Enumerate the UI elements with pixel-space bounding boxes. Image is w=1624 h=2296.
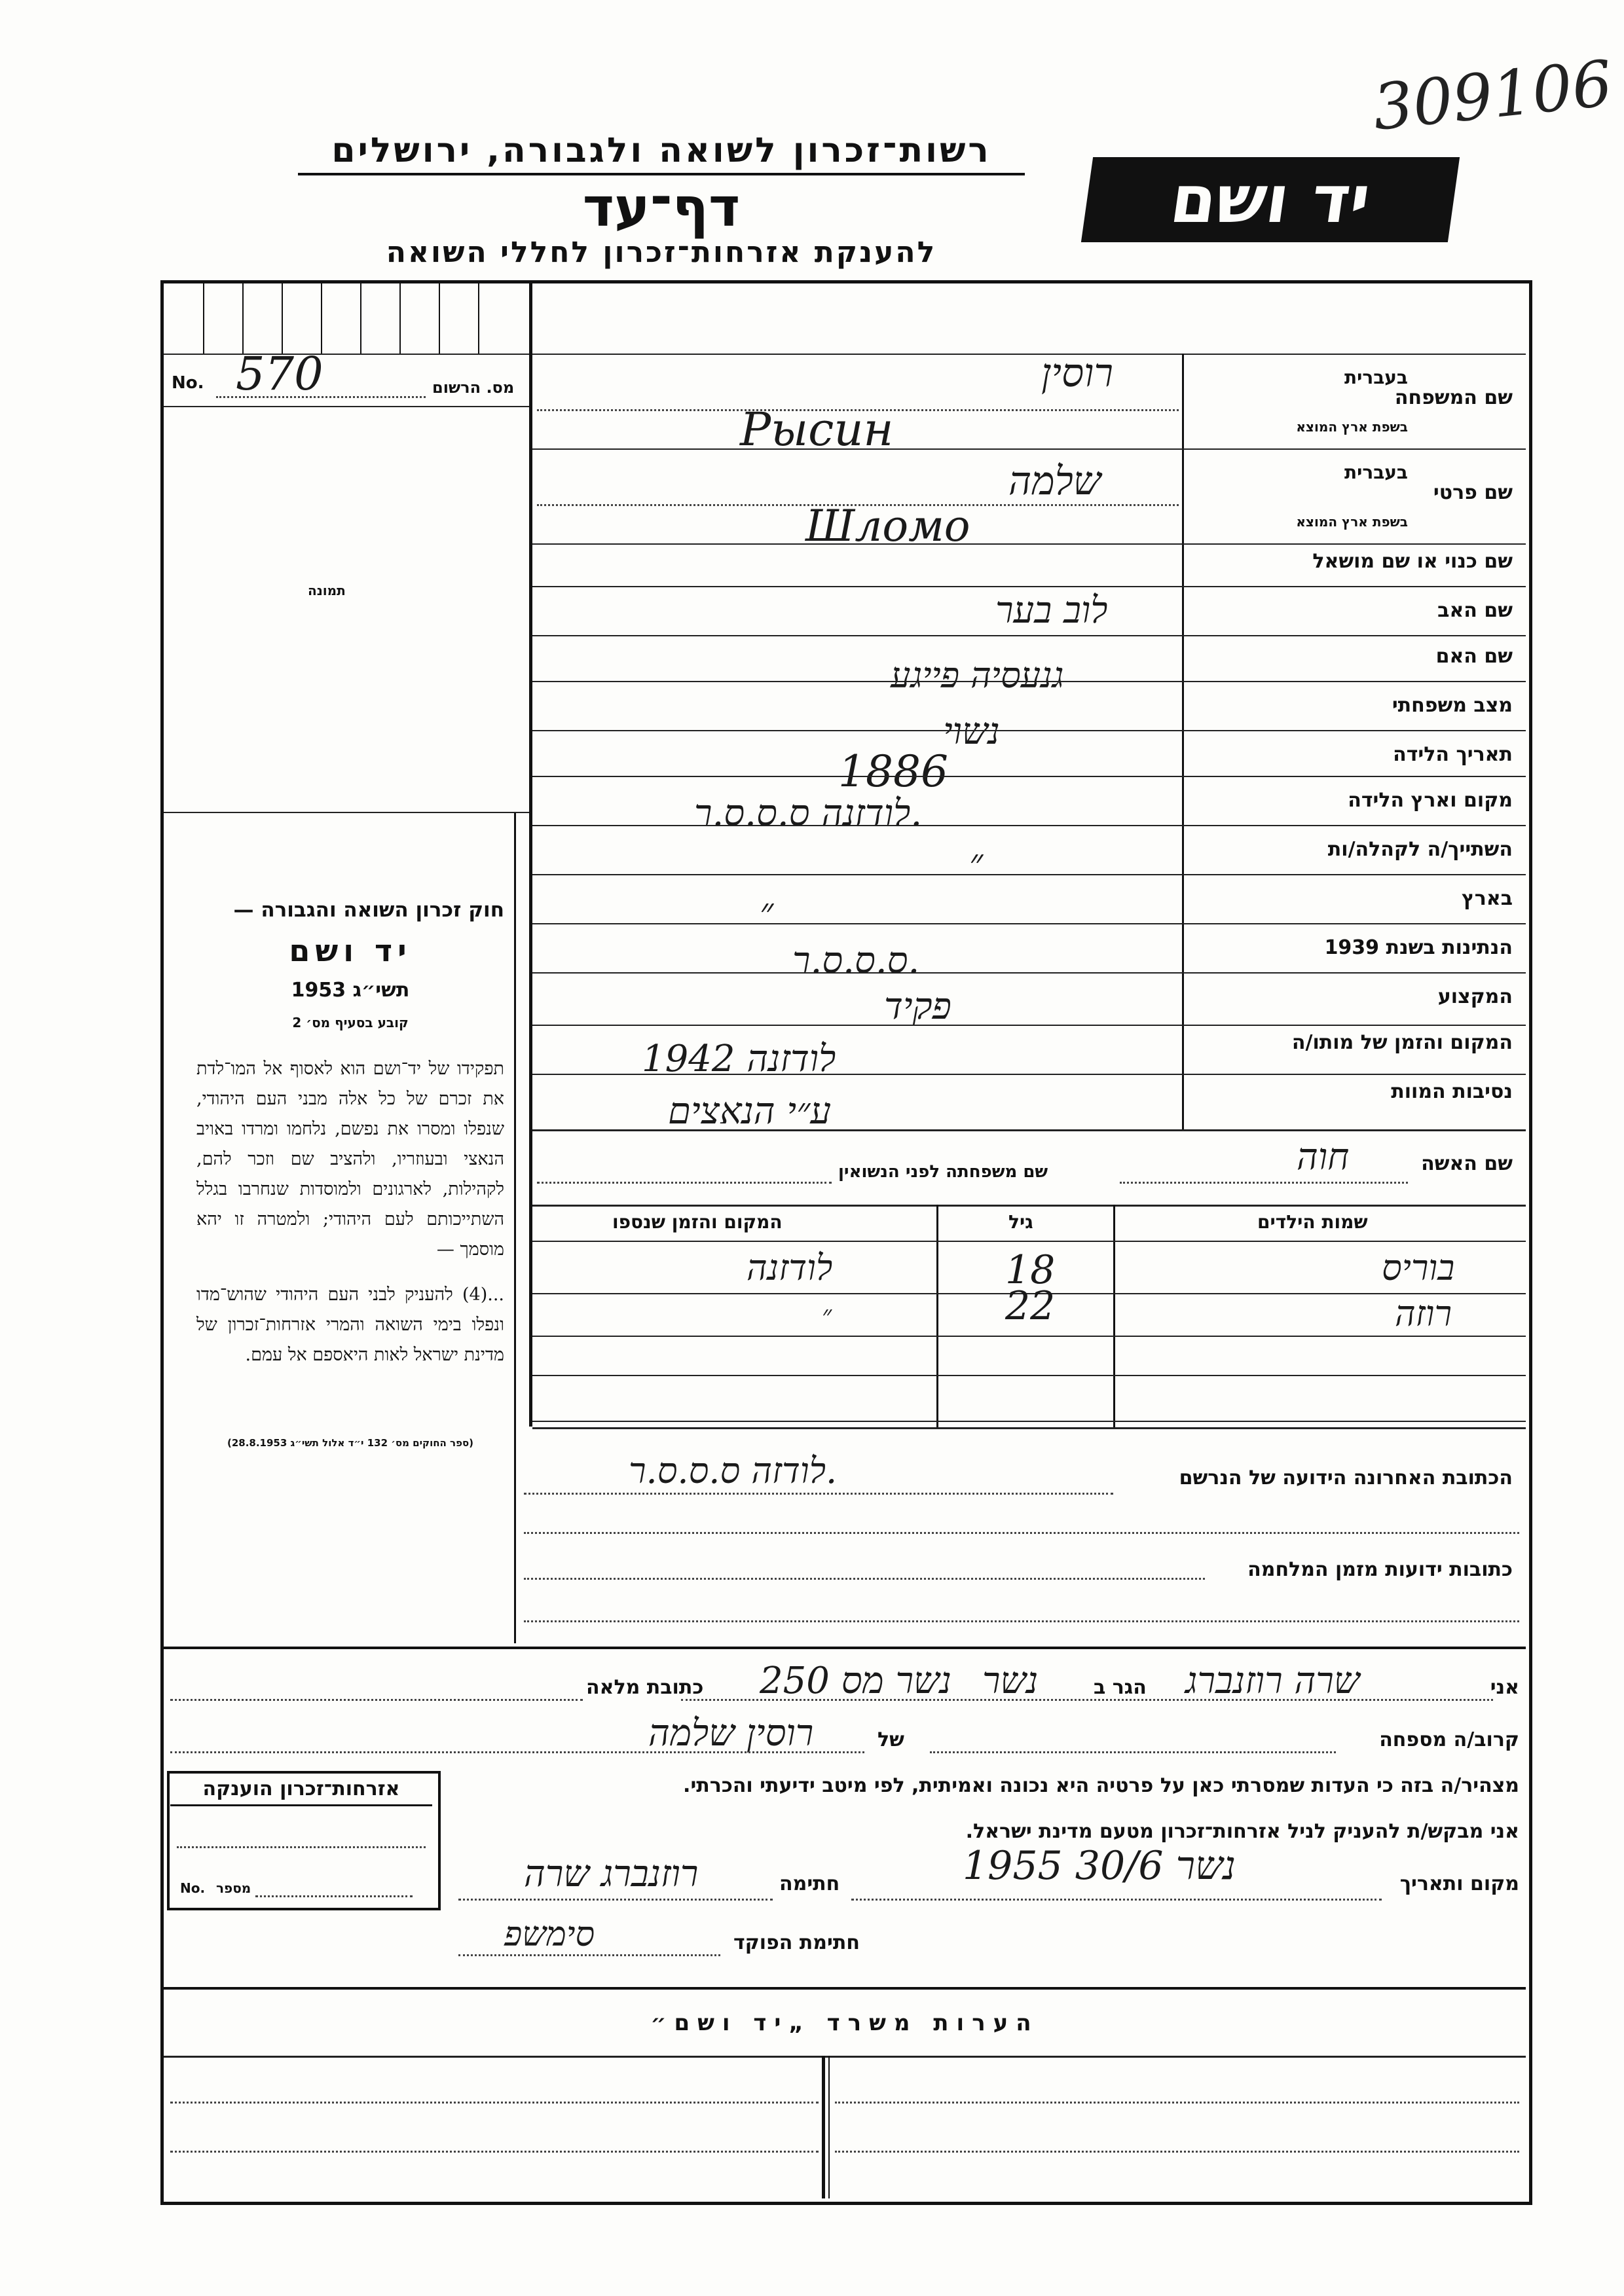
office-notes-label: הערות משרד „יד ושם״ — [650, 2010, 1039, 2036]
certificate-no-label: No. — [180, 1880, 206, 1896]
signature-label: חתימה — [779, 1872, 840, 1895]
place-date-label: מקום ותאריך — [1399, 1872, 1519, 1895]
marital-label: מצב משפחתי — [1392, 694, 1513, 717]
first-name-origin-label: בשפת ארץ המוצא — [1296, 514, 1408, 530]
children-names-header: שמות הילדים — [1257, 1211, 1368, 1233]
law-text-2: ...(4) להעניק לבני העם היהודי שהוש־מדו ונפלו בימי השואה והמרי אזרחות־זכרון של מדינת ישראל לאות היאספם אל עמם. — [196, 1285, 504, 1365]
relative-label: קרוב/ה מספחה — [1379, 1728, 1519, 1751]
declarant-name: שרה רוזנברג — [1185, 1660, 1360, 1702]
of-value: רוסין שלמה — [648, 1712, 814, 1755]
officer-signature: סימשפ — [504, 1915, 595, 1954]
law-source: (ספר החוקים מס׳ 132 י״ד אלול תשי״ג 28.8.1953) — [227, 1437, 474, 1449]
yad-vashem-logo: יד ושם — [1081, 157, 1460, 242]
family-name-hebrew-label: בעברית — [1344, 367, 1408, 388]
death-place-time-label: המקום והזמן של מותו/ה — [1291, 1031, 1513, 1054]
signature-value: רוזנברג שרה — [524, 1853, 699, 1895]
request-text: אני מבקש/ת להעניק לניל אזרחות־זכרון מטעם מדינת ישראל. — [965, 1820, 1519, 1843]
birth-place-value: לודזנה ס.ס.ס.ר. — [694, 792, 923, 835]
wife-maiden-label: שם משפחתה לפני הנשואין — [838, 1162, 1048, 1182]
full-address-label: כתובת מלאה — [586, 1676, 704, 1699]
first-name-hebrew-label: בעברית — [1344, 462, 1408, 483]
first-name-origin: Шломо — [805, 501, 970, 551]
wife-value: חוה — [1297, 1136, 1350, 1178]
child-age: 18 — [1005, 1247, 1056, 1293]
wartime-addresses-label: כתובות ידועות מזמן המלחמה — [1247, 1558, 1513, 1581]
certificate-number-label: מספר — [216, 1880, 251, 1896]
children-age-header: גיל — [1008, 1211, 1033, 1233]
law-year: תשי״ג 1953 — [291, 979, 410, 1002]
officer-label: חתימת הפוקד — [733, 1931, 860, 1954]
profession-label: המקצוע — [1437, 985, 1513, 1008]
child-name: רוזה — [1395, 1293, 1452, 1334]
photo-label: תמונה — [308, 583, 346, 598]
registration-number: 570 — [236, 347, 323, 401]
country-label: בארץ — [1461, 887, 1513, 910]
mother-value: גנעסיה פייגע — [891, 655, 1064, 696]
form-title: דף־עד — [582, 177, 741, 239]
death-cause-value: ע״י הנאצים — [668, 1090, 832, 1133]
nickname-label: שם כנוי או שם מושאל — [1312, 550, 1513, 573]
declarant-lives-label: הגר ב — [1094, 1676, 1147, 1699]
certificate-title: אזרחות־זכרון הוענקה — [170, 1777, 432, 1806]
birth-date-label: תאריך הלידה — [1393, 743, 1513, 766]
profession-value: פקיד — [884, 985, 951, 1028]
wife-label: שם האשה — [1421, 1152, 1513, 1175]
children-place-header: המקום והזמן שנספו — [612, 1211, 783, 1233]
father-value: לוב בער — [995, 589, 1108, 632]
death-place-time-value: לודזנה 1942 — [642, 1038, 836, 1080]
birth-place-label: מקום וארץ הלידה — [1348, 789, 1513, 812]
family-name-label: שם המשפחה — [1394, 386, 1513, 409]
death-cause-label: נסיבות המוות — [1391, 1080, 1513, 1103]
community-label: השתייך/ה לקהלה/ות — [1327, 838, 1513, 861]
child-name: בוריס — [1382, 1247, 1455, 1288]
first-name-label: שם פרטי — [1433, 481, 1513, 504]
first-name-hebrew: שלמה — [1008, 458, 1101, 504]
authority-name: רשות־זכרון לשואה ולגבורה, ירושלים — [298, 131, 1025, 175]
last-address-label: הכתובת האחרונה הידועה של הנרשם — [1179, 1467, 1513, 1489]
of-label: של — [877, 1728, 904, 1751]
family-name-origin: Рысин — [740, 403, 894, 456]
marital-value: נשוי — [943, 710, 1000, 753]
citizenship-value: ס.ס.ס.ר. — [792, 939, 920, 982]
declarant-i-label: אני — [1490, 1676, 1519, 1699]
form-subtitle: להענקת אזרחות־זכרון לחללי השואה — [386, 236, 937, 269]
law-clause: קובע בסעיף מס׳ 2 — [292, 1015, 409, 1030]
mother-label: שם האם — [1435, 645, 1513, 668]
birth-date-value: 1886 — [838, 746, 948, 797]
law-text-1: תפקידו של יד־ושם הוא לאסוף אל המו־לדת את זכרם של כל אלה מבני העם היהודי, שנפלו ומסרו את נפשם, נלחמו ומרדו באויב הנאצי ובעוזריו, ולהציב שם וזכר להם, לקהילות, לארגונים ולמוסדות שנחרבו בגלל השתייכותם לעם היהודי; ולמטרה זו יהא מוסמך — — [196, 1059, 504, 1260]
archive-number: 309106 — [1369, 46, 1615, 145]
child-place: לודזנה — [747, 1247, 833, 1288]
registration-no-label: No. — [172, 373, 204, 393]
child-age: 22 — [1005, 1283, 1056, 1329]
law-name: יד ושם — [289, 933, 412, 968]
declarant-street: נשר מס 250 — [760, 1660, 951, 1702]
registration-label: מס. הרשום — [432, 378, 515, 397]
family-name-origin-label: בשפת ארץ המוצא — [1296, 419, 1408, 435]
declarant-city: נשר — [982, 1660, 1039, 1702]
father-label: שם האב — [1437, 599, 1513, 622]
citizenship-label: הנתינות בשנת 1939 — [1324, 936, 1513, 959]
family-name-hebrew: רוסין — [1041, 350, 1113, 396]
place-date-value: נשר 30/6 1955 — [963, 1843, 1236, 1889]
country-value: ״ — [760, 890, 774, 933]
child-place: ״ — [822, 1300, 832, 1330]
declaration-text: מצהיר/ה בזה כי העדות שמסרתי כאן על פרטיה היא נכונה ואמיתית, לפי מיטב ידיעתי והכרתי. — [683, 1774, 1519, 1797]
community-value: ״ — [969, 841, 984, 884]
law-title: חוק זכרון השואה והגבורה — — [233, 898, 504, 922]
last-address-value: לודזה ס.ס.ס.ר. — [629, 1450, 838, 1491]
